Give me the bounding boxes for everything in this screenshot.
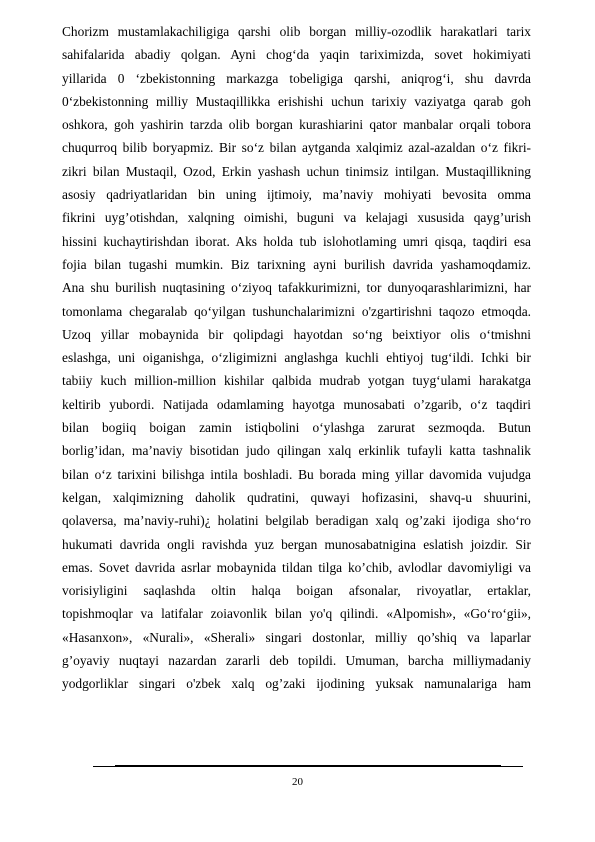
text-line: emas. Sovet davrida asrlar mobaynida tildan tilga ko’chib, avlodlar davomiyligi va — [62, 559, 531, 575]
text-line: zikri bilan Mustaqil, Ozod, Erkin yashash uchun tinimsiz intilgan. Mustaqillikning — [62, 163, 531, 179]
text-line: yodgorliklar singari o'zbek xalq og’zaki ijodining yuksak namunalariga ham — [62, 676, 531, 692]
text-line: sahifalarida abadiy qolgan. Ayni chog‘da yaqin tariximizda, sovet hokimiyati — [62, 47, 531, 63]
text-line: g’oyaviy nuqtayi nazardan zararli deb topildi. Umuman, barcha milliymadaniy — [62, 653, 531, 669]
text-line: fikrini uyg’otishdan, xalqning oimishi, buguni va kelajagi xususida qayg’urish — [62, 210, 531, 226]
text-line: Ana shu burilish nuqtasining o‘ziyoq tafakkurimizni, tor dunyoqarashlarimizni, har — [62, 280, 531, 296]
text-line: hissini kuchaytirishdan iborat. Aks holda tub islohotlaming umri qisqa, taqdiri esa — [62, 233, 531, 249]
text-line: vorisiyligini saqlashda oltin halqa boigan afsonalar, rivoyatlar, ertaklar, — [62, 583, 531, 599]
text-line: qolaversa, ma’naviy-ruhi)¿ holatini belgilab beradigan xalq og’zaki ijodiga sho‘ro — [62, 513, 531, 529]
text-line: tabiiy kuch million-million kishilar qalbida mudrab yotgan tuyg‘ulami harakatga — [62, 373, 531, 389]
body-text — [62, 20, 531, 696]
text-line: topishmoqlar va latifalar zoiavonlik bilan yo'q qilindi. «Alpomish», «Go‘ro‘gii», — [62, 606, 531, 622]
page-number: 20 — [292, 776, 303, 788]
text-line: chuqurroq bilib boryapmiz. Bir so‘z bilan aytganda xalqimiz azal-azaldan o‘z fikri- — [62, 140, 531, 156]
text-line: keltirib yubordi. Natijada odamlaming hayotga munosabati o’zgarib, o‘z taqdiri — [62, 396, 531, 412]
text-line: «Hasanxon», «Nurali», «Sherali» singari dostonlar, milliy qo’shiq va laparlar — [62, 629, 531, 645]
text-line: Uzoq yillar mobaynida bir qolipdagi hayotdan so‘ng beixtiyor olis o‘tmishni — [62, 326, 531, 342]
text-line: oshkora, goh yashirin tarzda olib borgan kurashiarini qator manbalar orqali tobora — [62, 117, 531, 133]
text-line: bilan o‘z tarixini bilishga intila boshladi. Bu borada ming yillar davomida vujudga — [62, 466, 531, 482]
text-line: 0‘zbekistonning milliy Mustaqillikka erishishi uchun tarixiy vaziyatga qarab goh — [62, 93, 531, 109]
text-line: kelgan, xalqimizning daholik qudratini, quwayi hofizasini, shavq-u shuurini, — [62, 489, 531, 505]
text-line: bilan bogiiq boigan zamin istiqbolini o‘ylashga zarurat sezmoqda. Butun — [62, 420, 531, 436]
text-line: tomonlama chegaralab qo‘yilgan tushunchalarimizni o'zgartirishni taqozo etmoqda. — [62, 303, 531, 319]
text-line: yillarida 0 ‘zbekistonning markazga tobeligiga qarshi, aniqrog‘i, shu davrda — [62, 70, 531, 86]
text-line: eslashga, uni oiganishga, o‘zligimizni anglashga kuchli ehtiyoj tug‘ildi. Ichki bir — [62, 350, 531, 366]
text-line: borlig’idan, ma’naviy bisotidan judo qilingan xalq erkinlik tufayli katta tashnalik — [62, 443, 531, 459]
footer-divider-thick — [115, 765, 501, 767]
text-line: hukumati davrida ongli ravishda yuz bergan munosabatnigina eslatish joizdir. Sir — [62, 536, 531, 552]
text-line: asosiy qadriyatlaridan bin uning ijtimoiy, ma’naviy mohiyati bevosita omma — [62, 187, 531, 203]
text-line: Chorizm mustamlakachiligiga qarshi olib borgan milliy-ozodlik harakatlari tarix — [62, 24, 531, 39]
text-line: fojia bilan tugashi mumkin. Biz tarixning ayni burilish davrida yashamoqdamiz. — [62, 256, 531, 272]
